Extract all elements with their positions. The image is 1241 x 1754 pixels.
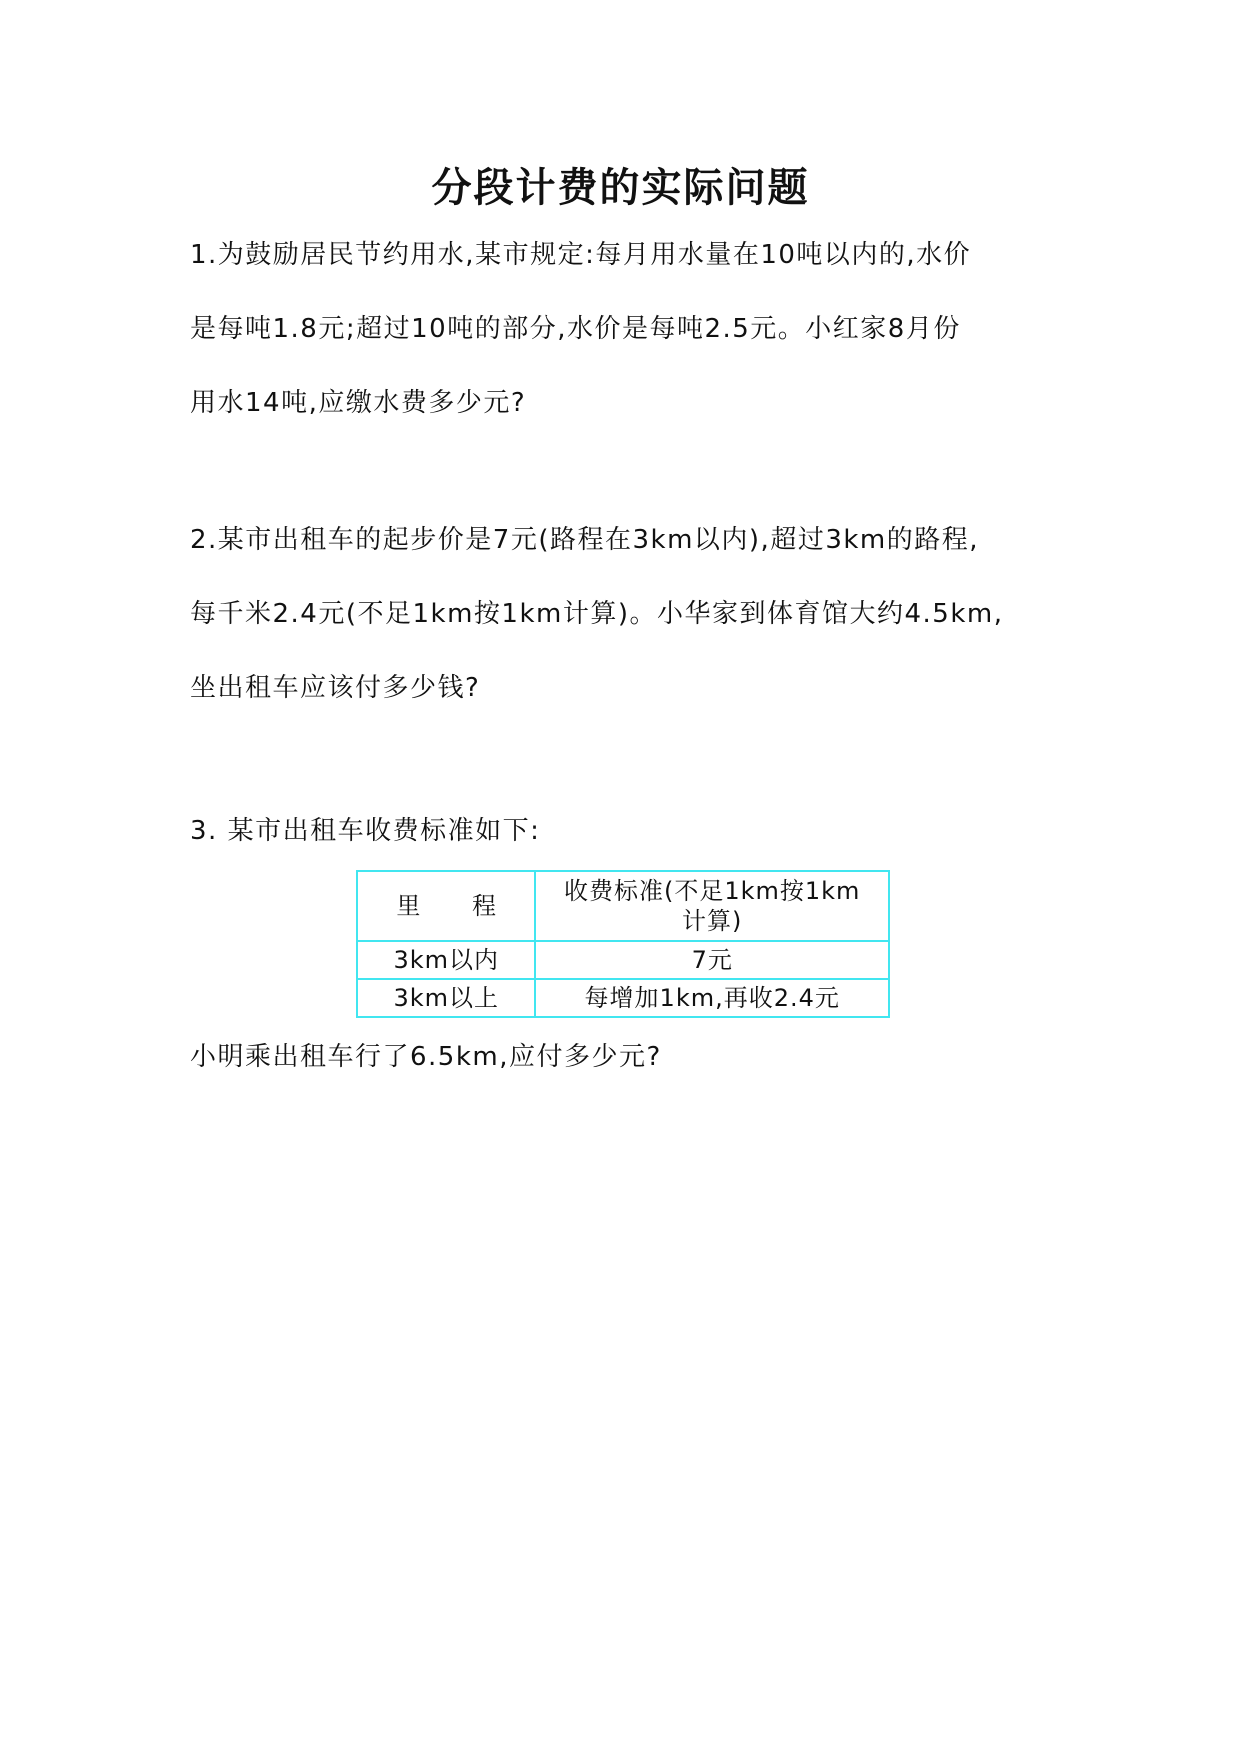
question-1-line-1: 1.为鼓励居民节约用水,某市规定:每月用水量在10吨以内的,水价 xyxy=(190,240,972,270)
question-2 xyxy=(190,503,1070,725)
header-fee-standard xyxy=(535,871,889,941)
table-row xyxy=(357,941,889,979)
row-1-distance: 3km以内 xyxy=(357,941,535,979)
fee-standard-table xyxy=(356,870,890,1018)
question-1 xyxy=(190,218,1070,440)
header-distance xyxy=(357,871,535,941)
question-2-line-2: 每千米2.4元(不足1km按1km计算)。小华家到体育馆大约4.5km, xyxy=(190,599,1004,629)
question-3-ask: 小明乘出租车行了6.5km,应付多少元? xyxy=(190,1042,662,1072)
question-1-line-3: 用水14吨,应缴水费多少元? xyxy=(190,388,527,418)
header-fee-line-2: 计算) xyxy=(682,907,743,935)
header-fee-line-1: 收费标准(不足1km按1km xyxy=(563,877,861,905)
row-2-fee: 每增加1km,再收2.4元 xyxy=(535,979,889,1017)
question-3-intro: 3. 某市出租车收费标准如下: xyxy=(190,816,541,846)
question-2-line-1: 2.某市出租车的起步价是7元(路程在3km以内),超过3km的路程, xyxy=(190,525,980,555)
question-1-line-2: 是每吨1.8元;超过10吨的部分,水价是每吨2.5元。小红家8月份 xyxy=(190,314,961,344)
table-row xyxy=(357,979,889,1017)
question-2-line-3: 坐出租车应该付多少钱? xyxy=(190,673,481,703)
row-1-fee: 7元 xyxy=(535,941,889,979)
header-distance-label: 里 程 xyxy=(396,892,519,920)
table-header-row xyxy=(357,871,889,941)
row-2-distance: 3km以上 xyxy=(357,979,535,1017)
page-title: 分段计费的实际问题 xyxy=(431,164,810,211)
